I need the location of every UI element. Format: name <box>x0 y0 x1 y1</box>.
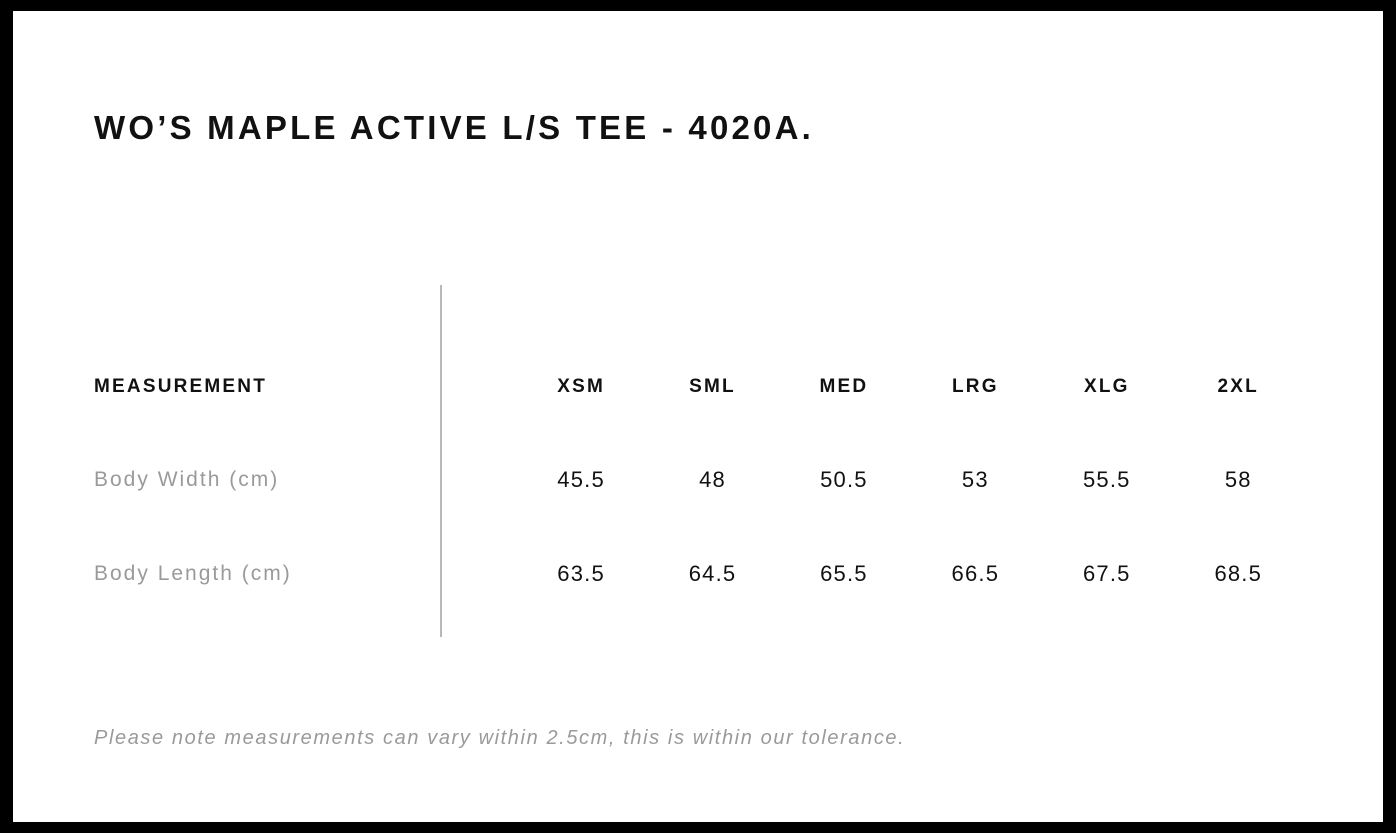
row-label: Body Width (cm) <box>94 468 280 491</box>
column-header-xsm: XSM <box>557 376 605 397</box>
table-row <box>94 433 1304 527</box>
table-header-row <box>94 341 1304 433</box>
column-header-2xl: 2XL <box>1217 376 1259 397</box>
column-header-sml: SML <box>689 376 736 397</box>
column-header-xlg: XLG <box>1083 376 1130 397</box>
row-label: Body Length (cm) <box>94 562 292 585</box>
page-title: WO’S MAPLE ACTIVE L/S TEE - 4020A. <box>94 109 815 146</box>
size-chart-table <box>94 341 1304 621</box>
tolerance-note: Please note measurements can vary within 2.5cm, this is within our tolerance. <box>94 727 906 749</box>
cell-value: 45.5 <box>557 467 605 492</box>
column-header-lrg: LRG <box>952 376 999 397</box>
table-row <box>94 527 1304 621</box>
cell-value: 55.5 <box>1082 467 1131 492</box>
cell-value: 68.5 <box>1214 561 1263 586</box>
cell-value: 48 <box>699 467 726 492</box>
cell-value: 63.5 <box>557 561 605 586</box>
cell-value: 66.5 <box>951 561 1000 586</box>
column-header-measurement: MEASUREMENT <box>94 376 268 397</box>
cell-value: 64.5 <box>688 561 737 586</box>
cell-value: 67.5 <box>1082 561 1131 586</box>
size-chart-page <box>13 11 1383 822</box>
cell-value: 58 <box>1224 467 1252 492</box>
cell-value: 53 <box>961 467 989 492</box>
cell-value: 50.5 <box>820 467 868 492</box>
cell-value: 65.5 <box>820 561 868 586</box>
column-header-med: MED <box>819 376 869 397</box>
